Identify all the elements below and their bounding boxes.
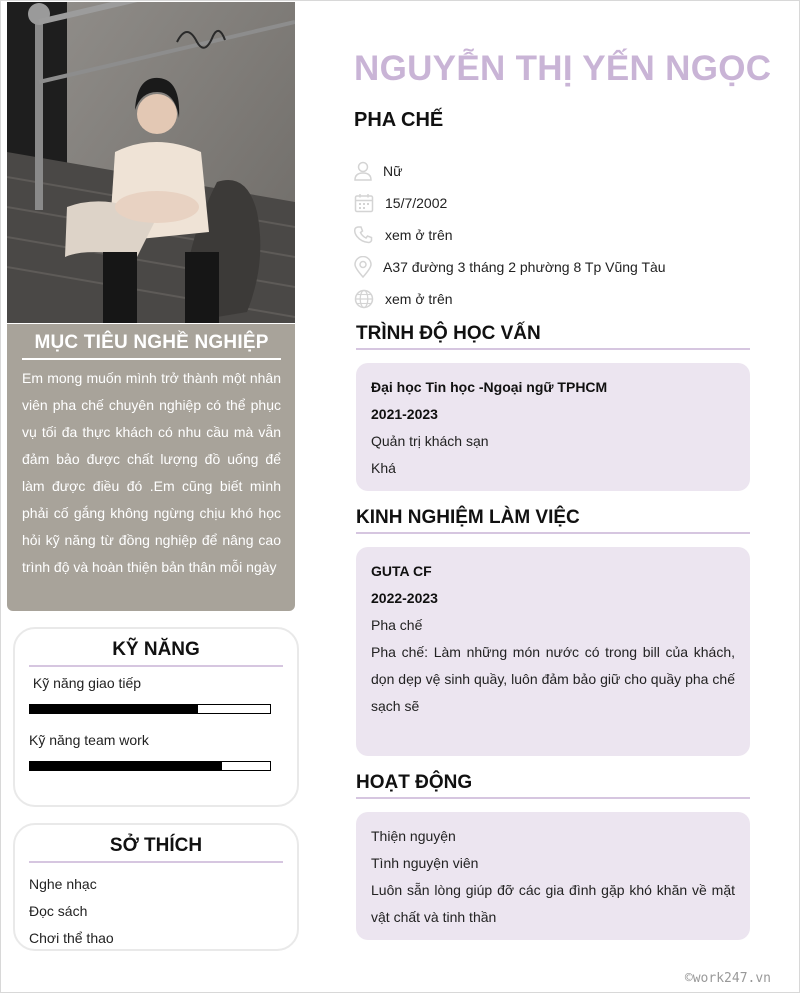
experience-title: KINH NGHIỆM LÀM VIỆC [356,507,750,534]
personal-info [354,155,749,315]
education-school: Đại học Tin học -Ngoại ngữ TPHCM [371,379,608,395]
calendar-icon [354,193,374,213]
info-gender [354,155,749,187]
info-address [354,251,749,283]
skill-label: Kỹ năng team work [29,732,149,748]
skills-title: KỸ NĂNG [29,639,283,667]
info-website [354,283,749,315]
profile-photo [7,2,295,323]
gender-value: Nữ [383,163,403,179]
experience-description: Pha chế: Làm những món nước có trong bill của khách, dọn dẹp vệ sinh quầy, luôn đảm bảo giữ cho quầy pha chế sạch sẽ [371,644,735,714]
job-title: PHA CHẾ [354,109,444,131]
skill-bar-fill [30,705,198,713]
birthday-value: 15/7/2002 [385,195,448,211]
education-box [356,363,750,491]
skill-bar [29,704,271,714]
education-title: TRÌNH ĐỘ HỌC VẤN [356,323,750,350]
hobby-item: Chơi thể thao [29,930,114,946]
candidate-name: NGUYỄN THỊ YẾN NGỌC [354,49,772,88]
hobbies-title: SỞ THÍCH [29,835,283,863]
activities-box [356,812,750,940]
career-objective-panel [7,324,295,611]
objective-text: Em mong muốn mình trở thành một nhân viên pha chế chuyên nghiệp có thể phục vụ tối đa thực khách có nhu cầu mà vẫn đảm bảo được chất lượng đồ uống để làm được điều đó .Em cũng biết mình phải cố gắng không ngừng chịu khó học hỏi kỹ năng từ đồng nghiệp để nâng cao trình độ và hoàn thiện bản thân mỗi ngày [22,370,281,575]
info-phone [354,219,749,251]
education-grade: Khá [371,460,396,476]
phone-icon [354,225,374,245]
address-value: A37 đường 3 tháng 2 phường 8 Tp Vũng Tàu [383,259,666,275]
hobby-item: Nghe nhạc [29,876,97,892]
activity-item: Luôn sẵn lòng giúp đỡ các gia đình gặp khó khăn về mặt vật chất và tinh thần [371,882,735,925]
experience-box [356,547,750,756]
skill-label: Kỹ năng giao tiếp [29,675,142,691]
activity-item: Tình nguyện viên [371,855,479,871]
skill-bar-fill [30,762,222,770]
activity-item: Thiện nguyện [371,828,456,844]
experience-position: Pha chế [371,617,423,633]
experience-period: 2022-2023 [371,590,438,606]
globe-icon [354,289,374,309]
experience-company: GUTA CF [371,563,432,579]
hobbies-card [13,823,299,951]
info-birthday [354,187,749,219]
phone-value: xem ở trên [385,227,453,243]
location-icon [354,256,372,278]
education-major: Quản trị khách sạn [371,433,489,449]
skills-card [13,627,299,807]
objective-title: MỤC TIÊU NGHỀ NGHIỆP [22,332,281,360]
hobby-item: Đọc sách [29,903,88,919]
user-icon [354,161,372,181]
education-period: 2021-2023 [371,406,438,422]
activities-title: HOẠT ĐỘNG [356,772,750,799]
watermark: ©work247.vn [684,971,771,986]
website-value: xem ở trên [385,291,453,307]
skill-bar [29,761,271,771]
